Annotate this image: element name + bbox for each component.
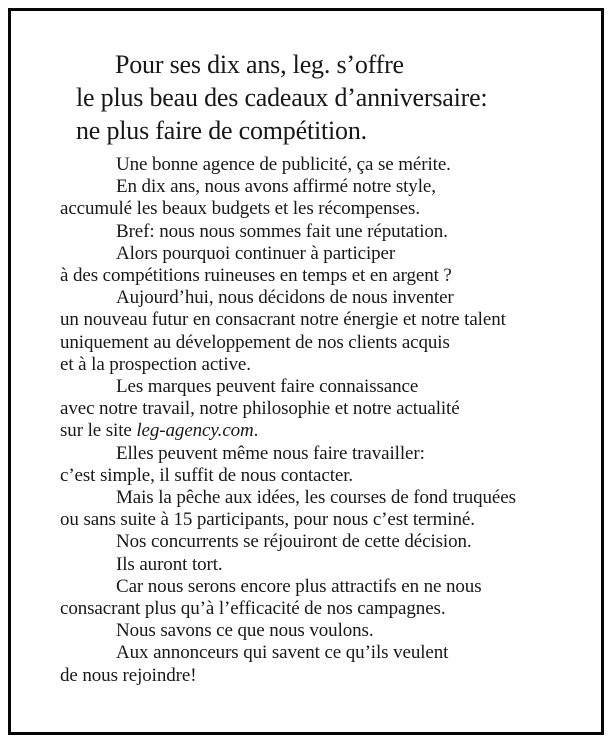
body-line: consacrant plus qu’à l’efficacité de nos campagnes. [60,598,446,620]
headline-line: ne plus faire de compétition. [76,116,367,145]
body-line: ou sans suite à 15 participants, pour nous c’est terminé. [60,509,475,531]
body-line: Une bonne agence de publicité, ça se mérite. [116,154,451,175]
headline-line: Pour ses dix ans, leg. s’offre [115,50,404,79]
body-line: Car nous serons encore plus attractifs en ne nous [116,575,482,597]
body-line: Aujourd’hui, nous décidons de nous inventer [116,287,454,309]
body-line: à des compétitions ruineuses en temps et en argent ? [60,265,452,287]
body-line: de nous rejoindre! [60,664,197,686]
body-line: Ils auront tort. [116,553,223,575]
body-line: un nouveau futur en consacrant notre énergie et notre talent [60,309,506,331]
body-line: et à la prospection active. [60,353,251,375]
body-line: accumulé les beaux budgets et les récompenses. [60,198,420,220]
body-line: avec notre travail, notre philosophie et notre actualité [60,398,460,420]
body-line: uniquement au développement de nos clients acquis [60,331,450,353]
body-line: Mais la pêche aux idées, les courses de fond truquées [116,487,516,509]
headline-line: le plus beau des cadeaux d’anniversaire: [76,83,488,112]
body-line: Bref: nous nous sommes fait une réputation. [116,220,448,242]
body-line: En dix ans, nous avons affirmé notre style, [116,176,436,198]
body-line: c’est simple, il suffit de nous contacter. [60,464,354,486]
headline [76,48,611,147]
body-line: sur le site leg-agency.com. [60,420,259,442]
body-line: Alors pourquoi continuer à participer [116,242,396,264]
body-line: Nous savons ce que nous voulons. [116,620,374,642]
body-line: Nos concurrents se réjouiront de cette décision. [116,531,472,553]
body-copy [60,154,611,687]
body-line: Les marques peuvent faire connaissance [116,376,419,398]
body-line: Elles peuvent même nous faire travailler: [116,442,425,464]
body-line: Aux annonceurs qui savent ce qu’ils veulent [116,642,449,664]
ad-content [0,48,611,687]
